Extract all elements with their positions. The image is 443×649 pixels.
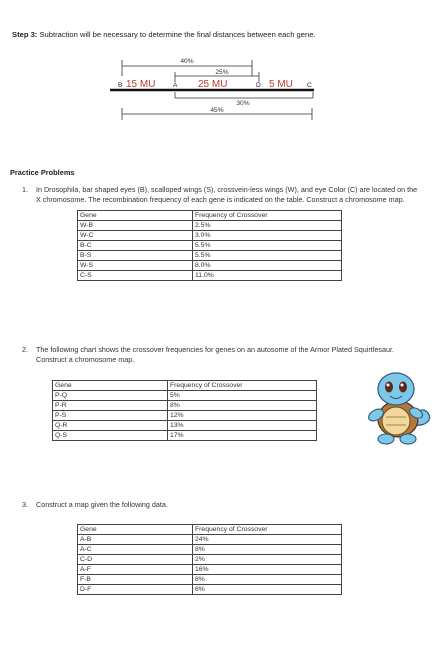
gene-cell: W-B: [78, 221, 193, 231]
gene-cell: A-C: [78, 545, 193, 555]
gene-label-a: A: [173, 82, 178, 89]
gene-cell: Q-R: [53, 421, 168, 431]
table-row: [78, 575, 342, 585]
table-row: [53, 401, 317, 411]
bracket-25-label: 25%: [215, 69, 229, 76]
step-text: Subtraction will be necessary to determine the final distances between each gene.: [39, 30, 316, 39]
problem-2-number: 2.: [22, 345, 28, 354]
table-row: [78, 545, 342, 555]
problem-3-number: 3.: [22, 500, 28, 509]
gene-label-d: D: [256, 82, 261, 89]
frequency-cell: 5.5%: [193, 241, 342, 251]
frequency-cell: 8.0%: [193, 261, 342, 271]
table-row: [78, 535, 342, 545]
table-row: [53, 391, 317, 401]
frequency-cell: 17%: [168, 431, 317, 441]
gene-cell: A-F: [78, 565, 193, 575]
table-row: [78, 565, 342, 575]
gene-cell: P-Q: [53, 391, 168, 401]
gene-cell: A-B: [78, 535, 193, 545]
gene-label-c: C: [307, 82, 312, 89]
frequency-cell: 8%: [193, 575, 342, 585]
bracket-30: [175, 92, 313, 107]
bracket-45-label: 45%: [210, 107, 224, 114]
problem-1-number: 1.: [22, 185, 28, 194]
table-header-frequency: Frequency of Crossover: [193, 211, 342, 221]
table-header-row: [78, 211, 342, 221]
problem-3-text: Construct a map given the following data.: [36, 500, 168, 509]
segment-label-ba: 15 MU: [126, 79, 156, 90]
frequency-cell: 5.5%: [193, 251, 342, 261]
problem-3: [22, 500, 420, 512]
table-header-gene: Gene: [53, 381, 168, 391]
table-row: [78, 231, 342, 241]
gene-cell: F-B: [78, 575, 193, 585]
gene-cell: P-R: [53, 401, 168, 411]
step-label: Step 3:: [12, 30, 38, 39]
table-header-row: [78, 525, 342, 535]
bracket-45: [122, 107, 312, 120]
bracket-40: [122, 58, 252, 76]
table-header-frequency: Frequency of Crossover: [168, 381, 317, 391]
table-row: [53, 421, 317, 431]
table-row: [78, 221, 342, 231]
table-header-gene: Gene: [78, 525, 193, 535]
gene-cell: Q-S: [53, 431, 168, 441]
table-problem-3: [77, 524, 342, 595]
frequency-cell: 8%: [168, 401, 317, 411]
frequency-cell: 16%: [193, 565, 342, 575]
frequency-cell: 3.0%: [193, 231, 342, 241]
bracket-30-label: 30%: [236, 100, 250, 107]
table-header-frequency: Frequency of Crossover: [193, 525, 342, 535]
frequency-cell: 2.5%: [193, 221, 342, 231]
frequency-cell: 8%: [193, 545, 342, 555]
problem-2-text: The following chart shows the crossover frequencies for genes on an autosome of the Armor Plated Squirtlesaur. Construct a chromosome map.: [36, 345, 394, 364]
table-row: [78, 555, 342, 565]
frequency-cell: 12%: [168, 411, 317, 421]
gene-cell: B-S: [78, 251, 193, 261]
gene-cell: P-S: [53, 411, 168, 421]
gene-cell: D-F: [78, 585, 193, 595]
gene-label-b: B: [118, 82, 123, 89]
segment-label-ad: 25 MU: [198, 79, 228, 90]
bracket-40-label: 40%: [180, 58, 194, 65]
chromosome-map-diagram: [100, 52, 340, 124]
practice-title: Practice Problems: [10, 168, 75, 177]
table-header-row: [53, 381, 317, 391]
table-row: [78, 251, 342, 261]
segment-label-dc: 5 MU: [269, 79, 293, 90]
step-3-instruction: [12, 30, 316, 39]
gene-cell: W-C: [78, 231, 193, 241]
frequency-cell: 5%: [168, 391, 317, 401]
table-row: [78, 271, 342, 281]
table-row: [78, 241, 342, 251]
frequency-cell: 13%: [168, 421, 317, 431]
gene-cell: C-D: [78, 555, 193, 565]
frequency-cell: 2%: [193, 555, 342, 565]
frequency-cell: 24%: [193, 535, 342, 545]
table-row: [53, 431, 317, 441]
frequency-cell: 11.0%: [193, 271, 342, 281]
table-header-gene: Gene: [78, 211, 193, 221]
gene-cell: W-S: [78, 261, 193, 271]
problem-1-text: In Drosophila, bar shaped eyes (B), scalloped wings (S), crossvein-less wings (W), and eye Color (C) are located on the X chromosome. The recombination frequency of each gene is indicated on the table. Construct a chromosome map.: [36, 185, 418, 204]
table-problem-1: [77, 210, 342, 281]
frequency-cell: 6%: [193, 585, 342, 595]
table-row: [78, 261, 342, 271]
squirtle-illustration: [356, 369, 436, 449]
gene-cell: C-S: [78, 271, 193, 281]
table-problem-2: [52, 380, 317, 441]
table-row: [78, 585, 342, 595]
problem-2: [22, 345, 420, 367]
table-row: [53, 411, 317, 421]
gene-cell: B-C: [78, 241, 193, 251]
